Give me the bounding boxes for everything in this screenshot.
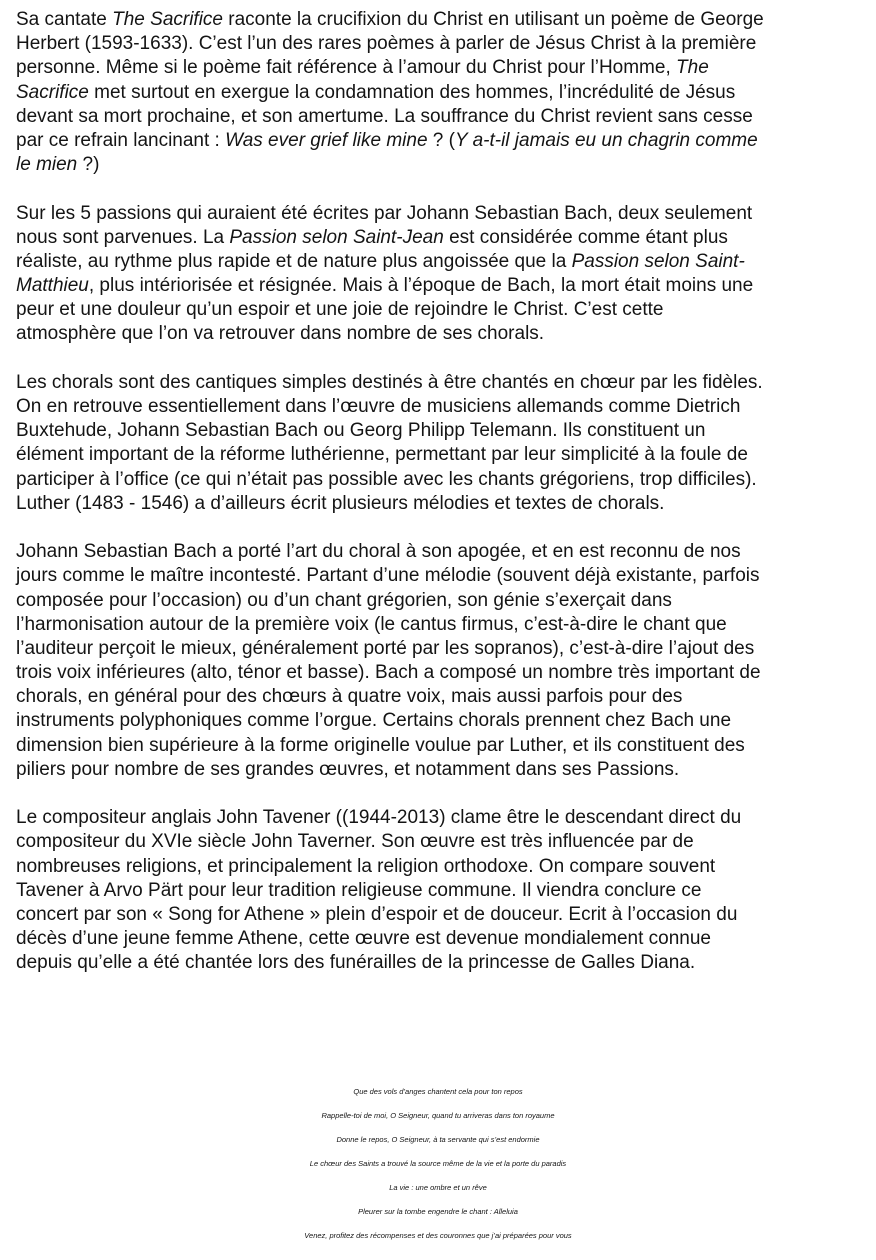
text-run: participer à l’office (ce qui n’était pas possible avec les chants grégoriens, trop difficiles). xyxy=(16,468,757,490)
text-run: Tavener à Arvo Pärt pour leur tradition religieuse commune. Il viendra conclure ce xyxy=(16,879,702,901)
text-line xyxy=(16,274,862,298)
text-line xyxy=(16,395,862,419)
poem-line: Rappelle-toi de moi, O Seigneur, quand tu arriveras dans ton royaume xyxy=(321,1111,555,1120)
paragraph xyxy=(16,540,862,782)
text-run: l’auditeur perçoit le mieux, généralement porté par les sopranos), c’est-à-dire l’ajout des xyxy=(16,637,755,659)
text-run: On en retrouve essentiellement dans l’œuvre de musiciens allemands comme Dietrich xyxy=(16,396,741,417)
text-run: jours comme le maître incontesté. Partant d’une mélodie (souvent déjà existante, parfois xyxy=(16,565,760,587)
text-line xyxy=(16,685,862,709)
text-line xyxy=(16,202,862,226)
text-line xyxy=(16,613,862,637)
text-line xyxy=(16,564,862,588)
text-run: devant sa mort prochaine, et son amertume. La souffrance du Christ revient sans cesse xyxy=(16,105,753,127)
text-run: raconte la crucifixion du Christ en utilisant un poème de George xyxy=(223,9,764,30)
text-run: personne. Même si le poème fait référence à l’amour du Christ pour l’Homme, xyxy=(16,57,677,79)
text-line xyxy=(16,419,862,443)
text-line xyxy=(16,589,862,613)
text-run: piliers pour nombre de ses grandes œuvres, et notamment dans ses Passions. xyxy=(16,758,680,780)
text-run: réaliste, au rythme plus rapide et de nature plus angoissée que la xyxy=(16,250,572,272)
text-run: met surtout en exergue la condamnation des hommes, l’incrédulité de Jésus xyxy=(88,81,736,103)
text-run: Sa cantate xyxy=(16,9,113,30)
paragraph xyxy=(16,8,862,177)
text-run: Buxtehude, Johann Sebastian Bach ou Georg Philipp Telemann. Ils constituent un xyxy=(16,420,706,442)
text-line xyxy=(16,250,862,274)
text-run: élément important de la réforme luthérienne, permettant par leur simplicité à la foule de xyxy=(16,444,748,466)
text-run: chorals, en général pour des chœurs à quatre voix, mais aussi parfois pour des xyxy=(16,686,683,708)
text-run: depuis qu’elle a été chantée lors des funérailles de la princesse de Galles Diana. xyxy=(16,952,696,974)
text-line xyxy=(16,153,862,177)
text-run: ? ( xyxy=(427,129,455,151)
text-run: concert par son « Song for Athene » plein d’espoir et de douceur. Ecrit à l’occasion du xyxy=(16,903,738,925)
text-run: , plus intériorisée et résignée. Mais à l’époque de Bach, la mort était moins une xyxy=(88,275,754,297)
poem-block xyxy=(0,1080,876,1248)
text-line xyxy=(16,32,862,56)
text-run: nous sont parvenues. La xyxy=(16,226,230,248)
text-line xyxy=(16,8,862,32)
text-run: décès d’une jeune femme Athene, cette œuvre est devenue mondialement connue xyxy=(16,928,711,950)
italic-text: Passion selon Saint- xyxy=(571,250,745,272)
paragraph xyxy=(16,806,862,975)
text-line xyxy=(16,56,862,80)
text-line xyxy=(16,758,862,782)
text-run: atmosphère que l’on va retrouver dans nombre de ses chorals. xyxy=(16,323,545,345)
document-body xyxy=(16,8,862,1000)
text-line xyxy=(16,81,862,105)
text-run: nombreuses religions, et principalement la religion orthodoxe. On compare souvent xyxy=(16,855,716,877)
text-run: instruments polyphoniques comme l’orgue. Certains chorals prennent chez Bach une xyxy=(16,710,732,732)
text-run: Herbert (1593-1633). C’est l’un des rares poèmes à parler de Jésus Christ à la première xyxy=(16,33,757,55)
text-run: trois voix inférieures (alto, ténor et basse). Bach a composé un nombre très important de xyxy=(16,662,761,684)
text-line xyxy=(16,855,862,879)
italic-text: Y a-t-il jamais eu un chagrin comme xyxy=(454,129,758,151)
text-line xyxy=(16,443,862,467)
text-line xyxy=(16,830,862,854)
text-line xyxy=(16,661,862,685)
paragraph xyxy=(16,202,862,347)
text-line xyxy=(16,492,862,516)
text-run: dimension bien supérieure à la forme originelle voulue par Luther, et ils constituent des xyxy=(16,734,745,756)
text-line xyxy=(16,298,862,322)
text-run: Johann Sebastian Bach a porté l’art du choral à son apogée, et en est reconnu de nos xyxy=(16,541,741,563)
poem-line: Donne le repos, O Seigneur, à ta servante qui s’est endormie xyxy=(336,1135,540,1144)
italic-text: The Sacrifice xyxy=(112,9,223,30)
italic-text: Was ever grief like mine xyxy=(225,129,428,151)
text-line xyxy=(16,371,862,395)
italic-text: Passion selon Saint-Jean xyxy=(229,226,444,248)
text-line xyxy=(16,951,862,975)
text-run: Sur les 5 passions qui auraient été écrites par Johann Sebastian Bach, deux seulement xyxy=(16,202,753,224)
text-run: compositeur du XVIe siècle John Taverner. Son œuvre est très influencée par de xyxy=(16,831,694,853)
poem-line: Le chœur des Saints a trouvé la source même de la vie et la porte du paradis xyxy=(309,1159,567,1168)
text-line xyxy=(16,927,862,951)
text-line xyxy=(16,637,862,661)
text-run: Le compositeur anglais John Tavener ((1944-2013) clame être le descendant direct du xyxy=(16,807,742,829)
text-line xyxy=(16,105,862,129)
text-line xyxy=(16,903,862,927)
poem-line: Venez, profitez des récompenses et des couronnes que j’ai préparées pour vous xyxy=(304,1231,572,1240)
text-run: composée pour l’occasion) ou d’un chant grégorien, son génie s’exerçait dans xyxy=(16,589,672,611)
text-run: ?) xyxy=(77,154,100,176)
text-line xyxy=(16,709,862,733)
text-run: l’harmonisation autour de la première voix (le cantus firmus, c’est-à-dire le chant que xyxy=(16,613,727,635)
text-line xyxy=(16,129,862,153)
text-line xyxy=(16,540,862,564)
text-line xyxy=(16,322,862,346)
italic-text: Sacrifice xyxy=(16,81,89,103)
poem-line: La vie : une ombre et un rêve xyxy=(389,1183,487,1192)
paragraph xyxy=(16,371,862,516)
text-run: Les chorals sont des cantiques simples destinés à être chantés en chœur par les fidèles. xyxy=(16,371,763,393)
italic-text: Matthieu xyxy=(16,275,89,297)
italic-text: The xyxy=(676,57,709,79)
text-line xyxy=(16,734,862,758)
text-run: est considérée comme étant plus xyxy=(443,226,728,248)
text-line xyxy=(16,879,862,903)
text-run: peur et une douleur qu’un espoir et une joie de rejoindre le Christ. C’est cette xyxy=(16,299,664,321)
text-run: Luther (1483 - 1546) a d’ailleurs écrit plusieurs mélodies et textes de chorals. xyxy=(16,492,665,514)
text-line xyxy=(16,806,862,830)
italic-text: le mien xyxy=(16,154,78,176)
text-line xyxy=(16,226,862,250)
poem-line: Pleurer sur la tombe engendre le chant : Alleluia xyxy=(358,1207,518,1216)
poem-line: Que des vols d’anges chantent cela pour ton repos xyxy=(353,1087,523,1096)
text-run: par ce refrain lancinant : xyxy=(16,129,226,151)
text-line xyxy=(16,468,862,492)
